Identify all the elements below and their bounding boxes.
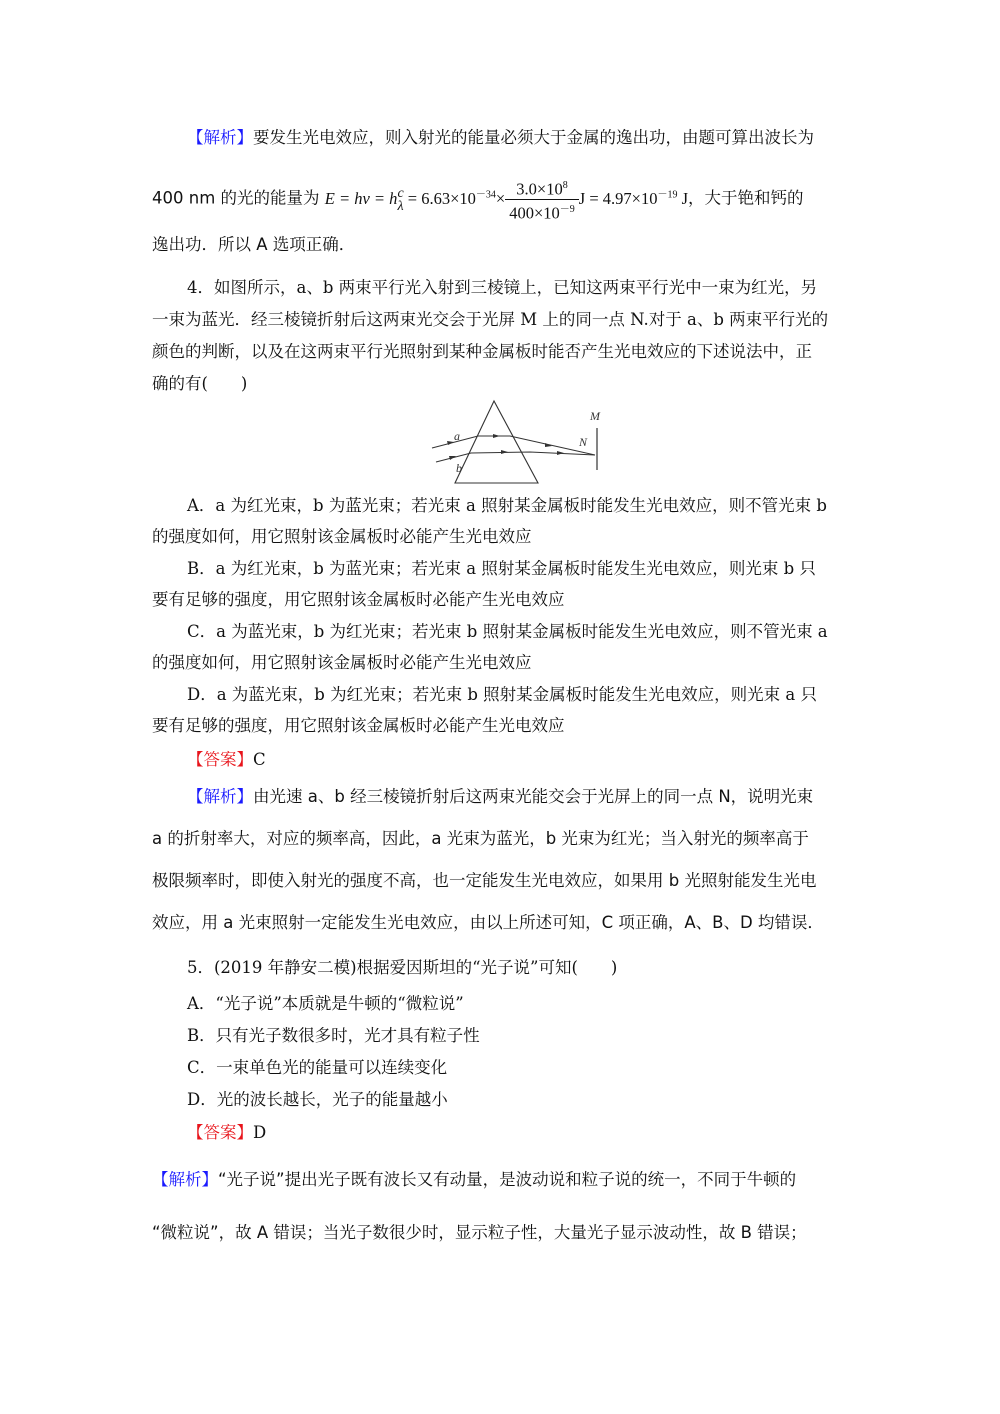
q4-answer: 【答案】C xyxy=(187,750,266,769)
svg-text:N: N xyxy=(579,435,588,449)
q5-option-d: D．光的波长越长，光子的能量越小 xyxy=(187,1090,448,1109)
q4-option-d-line-1: D．a 为蓝光束，b 为红光束；若光束 b 照射某金属板时能发生光电效应，则光束 a 只 xyxy=(187,685,817,704)
prism-diagram xyxy=(430,398,620,490)
q4-analysis-line-1: 【解析】由光速 a、b 经三棱镜折射后这两束光能交会于光屏上的同一点 N，说明光束 xyxy=(187,787,814,806)
q4-option-a-line-1: A．a 为红光束，b 为蓝光束；若光束 a 照射某金属板时能发生光电效应，则不管光束 b xyxy=(187,496,827,515)
svg-text:M: M xyxy=(590,409,600,423)
fraction: $\frac{3.0\times 10^8}{400\times 10^{-9}}$ xyxy=(505,176,579,224)
q4-analysis-line-2: a 的折射率大，对应的频率高，因此，a 光束为蓝光，b 光束为红光；当入射光的频率高于 xyxy=(152,829,809,848)
analysis-label: 【解析】 xyxy=(152,1170,218,1189)
q3-analysis-line-2: 400 nm 的光的能量为 E = hν = h c λ = $6.63\times 10^{-34}\times$ $\frac{3.0\times 10^8}{400\times 10^{-9}}$ $J = 4.97\times 10^{-19}$ J，大于铯和钙的 xyxy=(152,170,852,220)
q4-stem-line-4: 确的有( ) xyxy=(152,374,248,393)
q4-analysis-line-4: 效应，用 a 光束照射一定能发生光电效应，由以上所述可知，C 项正确，A、B、D 均错误． xyxy=(152,913,824,932)
q4-option-c-line-1: C．a 为蓝光束，b 为红光束；若光束 b 照射某金属板时能发生光电效应，则不管光束 a xyxy=(187,622,828,641)
q3-analysis-line-3: 逸出功．所以 A 选项正确． xyxy=(152,235,356,254)
svg-text:a: a xyxy=(454,429,460,443)
q4-option-b-line-2: 要有足够的强度，用它照射该金属板时必能产生光电效应 xyxy=(152,590,565,609)
svg-text:b: b xyxy=(456,461,462,475)
q4-option-b-line-1: B．a 为红光束，b 为蓝光束；若光束 a 照射某金属板时能发生光电效应，则光束 b 只 xyxy=(187,559,816,578)
q5-option-a: A．“光子说”本质就是牛顿的“微粒说” xyxy=(187,994,464,1013)
q4-option-c-line-2: 的强度如何，用它照射该金属板时必能产生光电效应 xyxy=(152,653,532,672)
answer-label: 【答案】 xyxy=(187,1123,253,1142)
analysis-label: 【解析】 xyxy=(187,787,253,806)
q5-answer: 【答案】D xyxy=(187,1123,267,1142)
q5-analysis-line-2: “微粒说”，故 A 错误；当光子数很少时，显示粒子性，大量光子显示波动性，故 B 错误； xyxy=(152,1223,807,1242)
q4-stem-line-2: 一束为蓝光．经三棱镜折射后这两束光交会于光屏 M 上的同一点 N.对于 a、b 两束平行光的 xyxy=(152,310,829,329)
q4-analysis-line-3: 极限频率时，即使入射光的强度不高，也一定能发生光电效应，如果用 b 光照射能发生光电 xyxy=(152,871,817,890)
q4-option-a-line-2: 的强度如何，用它照射该金属板时必能产生光电效应 xyxy=(152,527,532,546)
q4-stem-line-3: 颜色的判断，以及在这两束平行光照射到某种金属板时能否产生光电效应的下述说法中，正 xyxy=(152,342,812,361)
q4-stem-line-1: 4．如图所示，a、b 两束平行光入射到三棱镜上，已知这两束平行光中一束为红光，另 xyxy=(187,278,818,297)
q5-option-b: B．只有光子数很多时，光才具有粒子性 xyxy=(187,1026,480,1045)
analysis-label: 【解析】 xyxy=(187,128,253,147)
prism-svg xyxy=(430,398,620,490)
q5-stem: 5．(2019 年静安二模)根据爱因斯坦的“光子说”可知( ) xyxy=(187,958,618,977)
q5-analysis-line-1: 【解析】“光子说”提出光子既有波长又有动量，是波动说和粒子说的统一，不同于牛顿的 xyxy=(152,1170,797,1189)
energy-formula: E = hν = h c λ = $6.63\times 10^{-34}\times$ $\frac{3.0\times 10^8}{400\times 10^{-9}}$ $J = 4.97\times 10^{-19}$ J xyxy=(325,189,688,208)
q5-option-c: C．一束单色光的能量可以连续变化 xyxy=(187,1058,448,1077)
q3-analysis-line-1: 【解析】要发生光电效应，则入射光的能量必须大于金属的逸出功，由题可算出波长为 xyxy=(187,128,814,147)
q4-option-d-line-2: 要有足够的强度，用它照射该金属板时必能产生光电效应 xyxy=(152,716,565,735)
answer-label: 【答案】 xyxy=(187,750,253,769)
